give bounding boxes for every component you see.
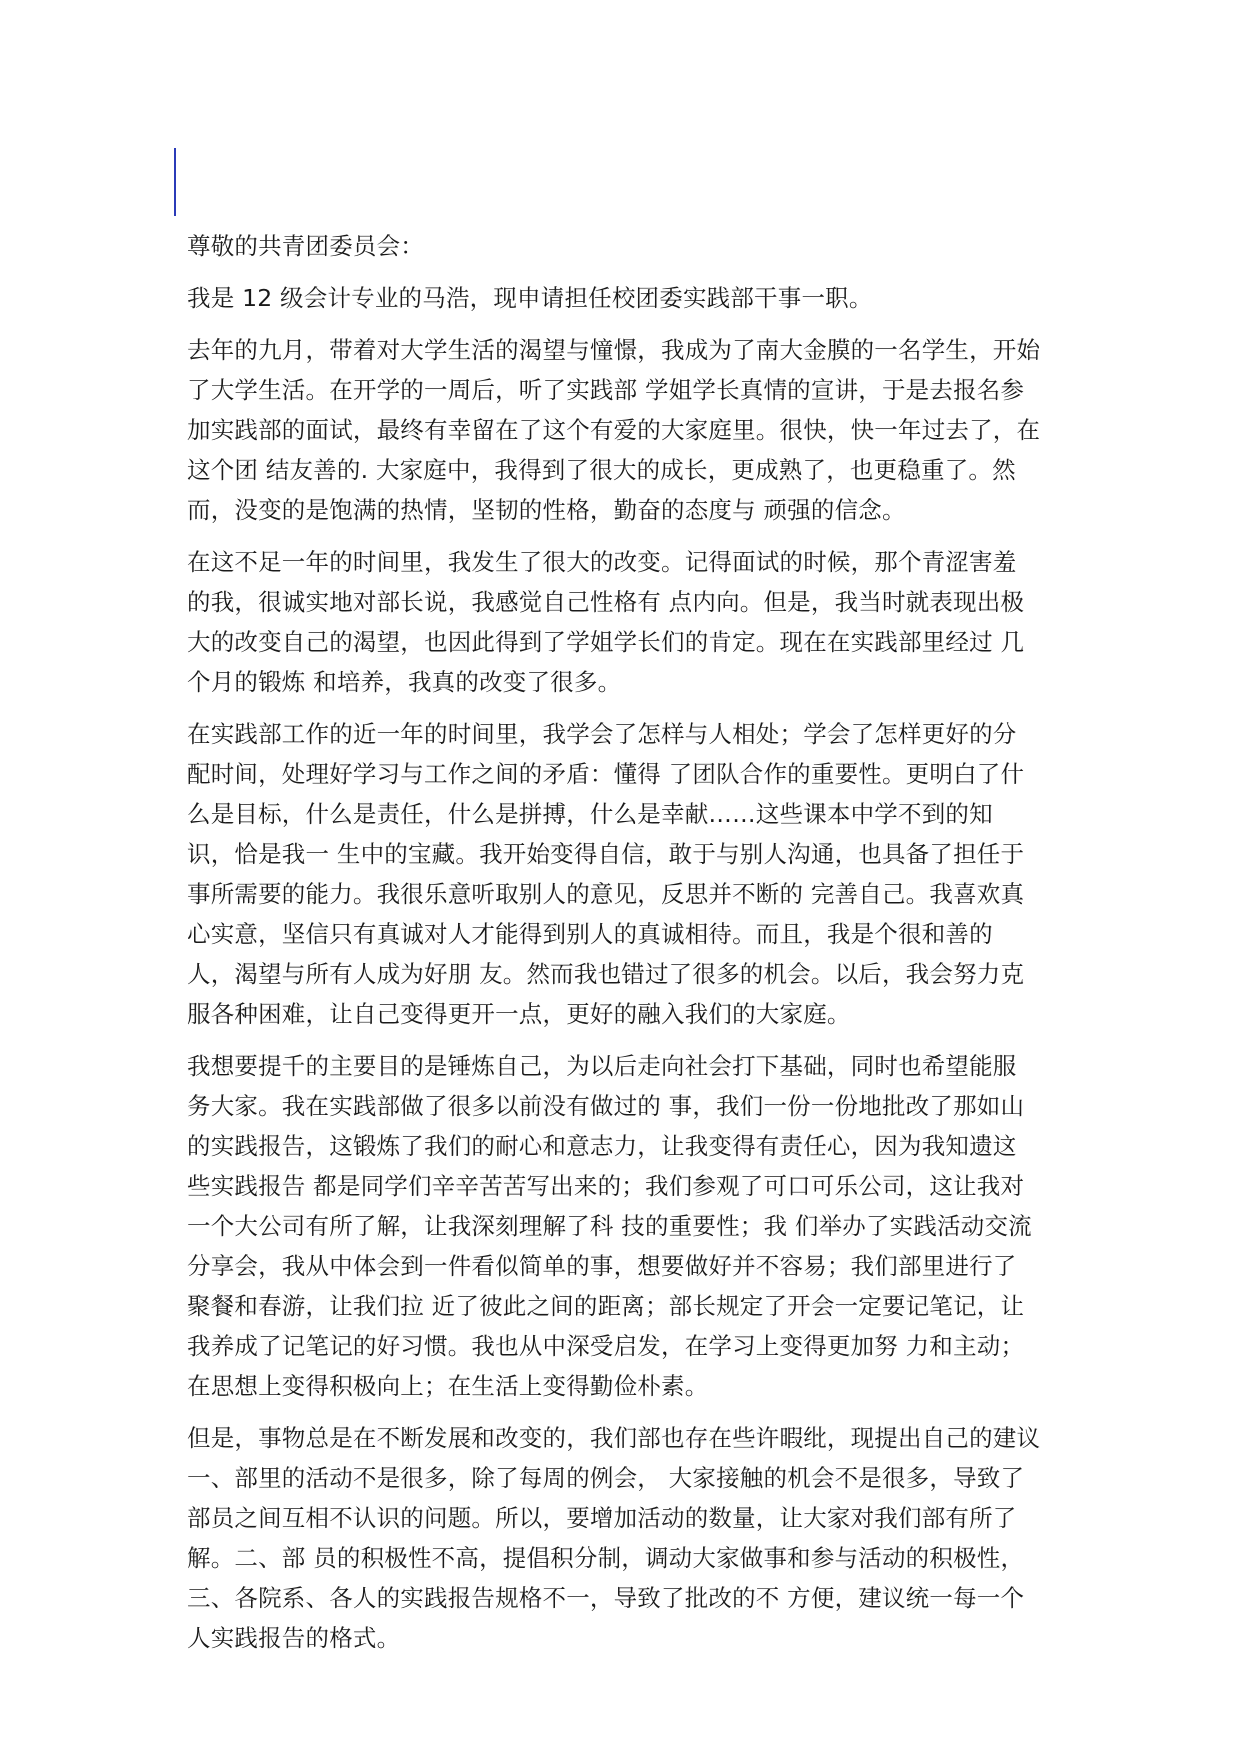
paragraph-line: 识，恰是我一 生中的宝藏。我开始变得自信，敢于与别人沟通，也具备了担任于 [187, 840, 1025, 868]
paragraph-list [187, 330, 1065, 1658]
paragraph [187, 714, 1065, 1034]
paragraph-line: 心实意，坚信只有真诚对人才能得到别人的真诚相待。而且，我是个很和善的 [187, 920, 993, 948]
text-cursor [174, 148, 176, 216]
paragraph-line: 聚餐和春游，让我们拉 近了彼此之间的距离；部长规定了开会一定要记笔记，让 [187, 1292, 1025, 1320]
paragraph-line: 加实践部的面试，最终有幸留在了这个有爱的大家庭里。很快，快一年过去了，在 [187, 416, 1041, 444]
paragraph-line: 了大学生活。在开学的一周后，听了实践部 学姐学长真情的宣讲，于是去报名参 [187, 376, 1025, 404]
paragraph-line: 务大家。我在实践部做了很多以前没有做过的 事，我们一份一份地批改了那如山 [187, 1092, 1025, 1120]
paragraph [187, 542, 1065, 702]
salutation: 尊敬的共青团委员会： [187, 232, 424, 260]
paragraph-line: 人，渴望与所有人成为好朋 友。然而我也错过了很多的机会。以后，我会努力克 [187, 960, 1025, 988]
paragraph-line: 我养成了记笔记的好习惯。我也从中深受启发，在学习上变得更加努 力和主动； [187, 1332, 1025, 1360]
paragraph-line: 我想要提千的主要目的是锤炼自己，为以后走向社会打下基础，同时也希望能服 [187, 1052, 1017, 1080]
paragraph-line: 大的改变自己的渴望，也因此得到了学姐学长们的肯定。现在在实践部里经过 几 [187, 628, 1025, 656]
paragraph-line: 一、部里的活动不是很多，除了每周的例会， 大家接触的机会不是很多，导致了 [187, 1464, 1025, 1492]
paragraph [187, 330, 1065, 530]
paragraph-line: 分享会，我从中体会到一件看似简单的事，想要做好并不容易；我们部里进行了 [187, 1252, 1017, 1280]
paragraph-line: 人实践报告的格式。 [187, 1624, 401, 1652]
paragraph-line: 这个团 结友善的. 大家庭中，我得到了很大的成长，更成熟了，也更稳重了。然 [187, 456, 1016, 484]
paragraph-line: 些实践报告 都是同学们辛辛苦苦写出来的；我们参观了可口可乐公司，这让我对 [187, 1172, 1025, 1200]
intro-line: 我是 12 级会计专业的马浩，现申请担任校团委实践部干事一职。 [187, 284, 873, 312]
paragraph-line: 在实践部工作的近一年的时间里，我学会了怎样与人相处；学会了怎样更好的分 [187, 720, 1017, 748]
paragraph [187, 1418, 1065, 1658]
paragraph [187, 1046, 1065, 1406]
paragraph-line: 但是，事物总是在不断发展和改变的，我们部也存在些许暇纰，现提出自己的建议 [187, 1424, 1041, 1452]
paragraph-line: 一个大公司有所了解，让我深刻理解了科 技的重要性；我 们举办了实践活动交流 [187, 1212, 1032, 1240]
paragraph-line: 在思想上变得积极向上；在生活上变得勤俭朴素。 [187, 1372, 709, 1400]
paragraph-line: 去年的九月，带着对大学生活的渴望与憧憬，我成为了南大金膜的一名学生，开始 [187, 336, 1041, 364]
paragraph-line: 而，没变的是饱满的热情，坚韧的性格，勤奋的态度与 顽强的信念。 [187, 496, 906, 524]
paragraph-line: 事所需要的能力。我很乐意听取别人的意见，反思并不断的 完善自己。我喜欢真 [187, 880, 1025, 908]
paragraph-line: 在这不足一年的时间里，我发生了很大的改变。记得面试的时候，那个青涩害羞 [187, 548, 1017, 576]
paragraph-line: 解。二、部 员的积极性不高，提倡积分制，调动大家做事和参与活动的积极性， [187, 1544, 1025, 1572]
paragraph-line: 部员之间互相不认识的问题。所以，要增加活动的数量，让大家对我们部有所了 [187, 1504, 1017, 1532]
document-body [187, 226, 1065, 1670]
paragraph-line: 服各种困难，让自己变得更开一点，更好的融入我们的大家庭。 [187, 1000, 851, 1028]
paragraph-line: 个月的锻炼 和培养，我真的改变了很多。 [187, 668, 622, 696]
paragraph-line: 的我，很诚实地对部长说，我感觉自己性格有 点内向。但是，我当时就表现出极 [187, 588, 1025, 616]
paragraph-line: 配时间，处理好学习与工作之间的矛盾：懂得 了团队合作的重要性。更明白了什 [187, 760, 1025, 788]
paragraph-line: 的实践报告，这锻炼了我们的耐心和意志力，让我变得有责任心，因为我知遗这 [187, 1132, 1017, 1160]
paragraph-line: 么是目标，什么是责任，什么是拼搏，什么是幸献……这些课本中学不到的知 [187, 800, 993, 828]
paragraph-line: 三、各院系、各人的实践报告规格不一，导致了批改的不 方便，建议统一每一个 [187, 1584, 1025, 1612]
